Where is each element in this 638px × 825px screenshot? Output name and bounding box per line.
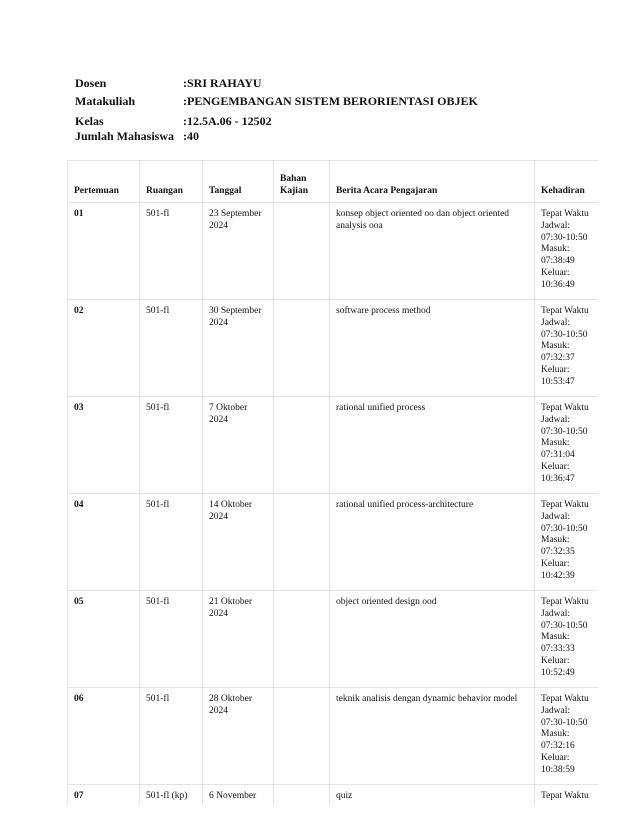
cell-berita-acara: object oriented design ood: [330, 591, 535, 688]
kehadiran-detail: 07:30-10:50: [541, 717, 588, 728]
cell-ruangan: 501-fl: [140, 397, 203, 494]
table-row: [68, 397, 599, 494]
jumlah-value: :40: [183, 129, 199, 143]
kehadiran-detail: 07:32:35: [541, 547, 575, 558]
cell-tanggal: 21 Oktober 2024: [203, 591, 274, 688]
cell-ruangan: 501-fl: [140, 203, 203, 300]
kehadiran-detail: 07:30-10:50: [541, 329, 588, 340]
info-dosen: [75, 74, 595, 92]
cell-kehadiran: [535, 688, 599, 785]
kehadiran-detail: 07:33:33: [541, 644, 575, 655]
kehadiran-detail: Jadwal:: [541, 317, 571, 328]
cell-berita-acara: konsep object oriented oo dan object oriented analysis ooa: [330, 203, 535, 300]
kehadiran-detail: Jadwal:: [541, 220, 571, 231]
cell-ruangan: 501-fl (kp): [140, 785, 203, 806]
dosen-value: :SRI RAHAYU: [183, 76, 262, 90]
info-jumlah-mahasiswa: [75, 130, 595, 143]
kehadiran-detail: 07:31:04: [541, 450, 575, 461]
header-tanggal: Tanggal: [203, 161, 274, 203]
cell-pertemuan: 01: [68, 203, 140, 300]
cell-kehadiran: [535, 397, 599, 494]
cell-bahan-kajian: [274, 397, 330, 494]
kehadiran-detail: Keluar:: [541, 558, 570, 569]
kehadiran-detail: Masuk:: [541, 729, 570, 740]
cell-berita-acara: teknik analisis dengan dynamic behavior model: [330, 688, 535, 785]
attendance-table: [67, 160, 598, 805]
cell-pertemuan: 04: [68, 494, 140, 591]
kehadiran-detail: Masuk:: [541, 244, 570, 255]
kehadiran-status: Tepat Waktu: [541, 403, 589, 413]
cell-kehadiran: [535, 591, 599, 688]
cell-pertemuan: 05: [68, 591, 140, 688]
cell-tanggal: 23 September 2024: [203, 203, 274, 300]
table-row: [68, 591, 599, 688]
cell-bahan-kajian: [274, 688, 330, 785]
cell-berita-acara: rational unified process: [330, 397, 535, 494]
kehadiran-status: Tepat Waktu: [541, 500, 589, 510]
kehadiran-detail: 10:42:39: [541, 570, 575, 581]
kehadiran-detail: 10:36:47: [541, 473, 575, 484]
kehadiran-detail: Jadwal:: [541, 705, 571, 716]
kehadiran-detail: Masuk:: [541, 438, 570, 449]
cell-kehadiran: [535, 300, 599, 397]
kehadiran-detail: 07:38:49: [541, 256, 575, 267]
attendance-table-container: [67, 160, 598, 805]
kehadiran-detail: Masuk:: [541, 341, 570, 352]
cell-kehadiran: [535, 203, 599, 300]
kehadiran-detail: 07:30-10:50: [541, 426, 588, 437]
kehadiran-detail: Jadwal:: [541, 414, 571, 425]
kelas-label: Kelas: [75, 114, 104, 128]
cell-tanggal: 7 Oktober 2024: [203, 397, 274, 494]
cell-bahan-kajian: [274, 591, 330, 688]
cell-pertemuan: 06: [68, 688, 140, 785]
cell-pertemuan: 02: [68, 300, 140, 397]
cell-ruangan: 501-fl: [140, 591, 203, 688]
cell-tanggal: 28 Oktober 2024: [203, 688, 274, 785]
kehadiran-detail: 07:32:16: [541, 741, 575, 752]
kehadiran-status: Tepat Waktu: [541, 209, 589, 219]
table-row: [68, 203, 599, 300]
cell-kehadiran: [535, 785, 599, 806]
cell-ruangan: 501-fl: [140, 688, 203, 785]
kehadiran-detail: 07:30-10:50: [541, 523, 588, 534]
header-bahan-kajian: Bahan Kajian: [274, 161, 330, 203]
header-kehadiran: Kehadiran: [535, 161, 599, 203]
kehadiran-detail: 07:30-10:50: [541, 232, 588, 243]
kehadiran-detail: Jadwal:: [541, 608, 571, 619]
kehadiran-detail: Keluar:: [541, 461, 570, 472]
kehadiran-detail: Jadwal:: [541, 511, 571, 522]
table-row: [68, 494, 599, 591]
kehadiran-detail: Keluar:: [541, 655, 570, 666]
kehadiran-detail: 07:30-10:50: [541, 620, 588, 631]
kehadiran-detail: Masuk:: [541, 632, 570, 643]
cell-tanggal: 6 November: [203, 785, 274, 806]
table-row: [68, 785, 599, 806]
header-berita-acara: Berita Acara Pengajaran: [330, 161, 535, 203]
kehadiran-detail: Masuk:: [541, 535, 570, 546]
cell-tanggal: 14 Oktober 2024: [203, 494, 274, 591]
cell-bahan-kajian: [274, 494, 330, 591]
kehadiran-status: Tepat Waktu: [541, 694, 589, 704]
kehadiran-detail: 10:53:47: [541, 376, 575, 387]
cell-bahan-kajian: [274, 785, 330, 806]
kehadiran-detail: Keluar:: [541, 267, 570, 278]
table-header-row: [68, 161, 599, 203]
table-row: [68, 300, 599, 397]
cell-ruangan: 501-fl: [140, 494, 203, 591]
matakuliah-label: Matakuliah: [75, 94, 136, 108]
cell-berita-acara: software process method: [330, 300, 535, 397]
cell-kehadiran: [535, 494, 599, 591]
cell-pertemuan: 07: [68, 785, 140, 806]
cell-ruangan: 501-fl: [140, 300, 203, 397]
table-row: [68, 688, 599, 785]
cell-berita-acara: rational unified process-architecture: [330, 494, 535, 591]
kehadiran-detail: Keluar:: [541, 364, 570, 375]
info-matakuliah: [75, 92, 595, 110]
header-ruangan: Ruangan: [140, 161, 203, 203]
kehadiran-status: Tepat Waktu: [541, 791, 589, 801]
course-info: [75, 74, 595, 143]
kelas-value: :12.5A.06 - 12502: [183, 114, 272, 128]
kehadiran-detail: 10:52:49: [541, 667, 575, 678]
info-kelas: [75, 112, 595, 130]
kehadiran-detail: Keluar:: [541, 752, 570, 763]
header-pertemuan: Pertemuan: [68, 161, 140, 203]
cell-bahan-kajian: [274, 300, 330, 397]
kehadiran-detail: 10:38:59: [541, 764, 575, 775]
cell-pertemuan: 03: [68, 397, 140, 494]
jumlah-label: Jumlah Mahasiswa: [75, 129, 175, 143]
cell-bahan-kajian: [274, 203, 330, 300]
kehadiran-detail: 10:36:49: [541, 279, 575, 290]
dosen-label: Dosen: [75, 76, 107, 90]
matakuliah-value: :PENGEMBANGAN SISTEM BERORIENTASI OBJEK: [183, 94, 478, 108]
kehadiran-detail: 07:32:37: [541, 353, 575, 364]
kehadiran-status: Tepat Waktu: [541, 597, 589, 607]
cell-tanggal: 30 September 2024: [203, 300, 274, 397]
cell-berita-acara: quiz: [330, 785, 535, 806]
kehadiran-status: Tepat Waktu: [541, 306, 589, 316]
